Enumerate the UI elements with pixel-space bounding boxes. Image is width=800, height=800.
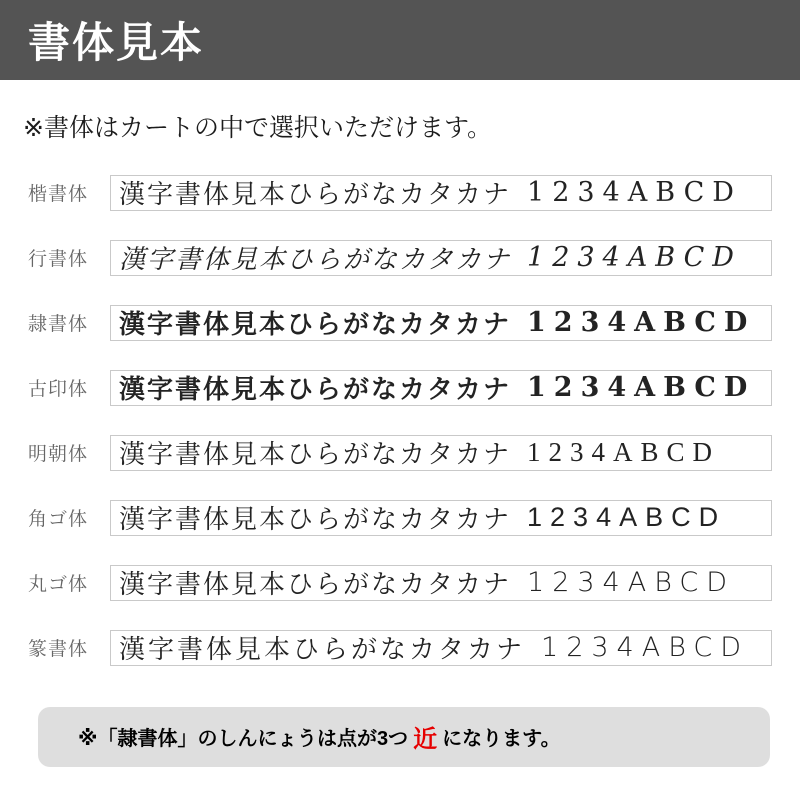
font-sample-box (110, 240, 772, 276)
font-sample-box (110, 305, 772, 341)
sample-text-latin: 1234ABCD (527, 372, 756, 403)
font-name-label: 行書体 (28, 249, 89, 270)
reisho-note-highlight: 近 (413, 724, 438, 753)
font-name-label: 隷書体 (28, 314, 89, 335)
font-sample-row-koin (28, 370, 772, 406)
font-name-label: 楷書体 (28, 184, 89, 205)
font-sample-row-marugo (28, 565, 772, 601)
sample-text-latin: 1234ABCD (527, 567, 736, 598)
sample-text-latin: 1234ABCD (527, 502, 727, 532)
sample-text-latin: 1234ABCD (527, 242, 742, 273)
font-name-label: 丸ゴ体 (28, 574, 89, 595)
font-sample-row-mincho (28, 435, 772, 471)
sample-text-kanji: 漢字書体見本ひらがなカタカナ (119, 310, 512, 340)
sample-text-kanji: 漢字書体見本ひらがなカタカナ (119, 570, 512, 600)
reisho-note-box (38, 707, 770, 767)
sample-text-latin: 1234ABCD (541, 632, 750, 663)
font-sample-box (110, 500, 772, 536)
font-sample-row-kakugo (28, 500, 772, 536)
font-sample-row-reisho (28, 305, 772, 341)
font-sample-row-tensho (28, 630, 772, 666)
font-name-label: 角ゴ体 (28, 509, 89, 530)
sample-text-kanji: 漢字書体見本ひらがなカタカナ (119, 440, 512, 469)
sample-text-latin: 1234ABCD (527, 437, 721, 467)
font-sample-box (110, 175, 772, 211)
page-header (0, 0, 800, 80)
font-name-label: 篆書体 (28, 639, 89, 660)
page-title: 書体見本 (28, 19, 205, 66)
font-sample-row-gyosho (28, 240, 772, 276)
font-sample-list (0, 175, 800, 666)
sample-text-kanji: 漢字書体見本ひらがなカタカナ (119, 504, 512, 534)
sample-text-kanji: 漢字書体見本ひらがなカタカナ (119, 635, 526, 665)
sample-text-latin: 1234ABCD (527, 177, 742, 208)
font-sample-row-kaisho (28, 175, 772, 211)
sample-text-kanji: 漢字書体見本ひらがなカタカナ (119, 245, 512, 275)
font-sample-box (110, 370, 772, 406)
font-sample-box (110, 565, 772, 601)
font-sample-box (110, 630, 772, 666)
reisho-note-prefix: ※「隷書体」のしんにょうは点が3つ (78, 728, 409, 750)
font-name-label: 古印体 (28, 379, 89, 400)
font-sample-box (110, 435, 772, 471)
font-name-label: 明朝体 (28, 444, 89, 465)
reisho-note-suffix: になります。 (442, 728, 561, 750)
sample-text-latin: 1234ABCD (527, 307, 756, 338)
sample-text-kanji: 漢字書体見本ひらがなカタカナ (119, 180, 512, 210)
sample-text-kanji: 漢字書体見本ひらがなカタカナ (119, 375, 512, 405)
cart-note: ※書体はカートの中で選択いただけます。 (23, 114, 492, 142)
